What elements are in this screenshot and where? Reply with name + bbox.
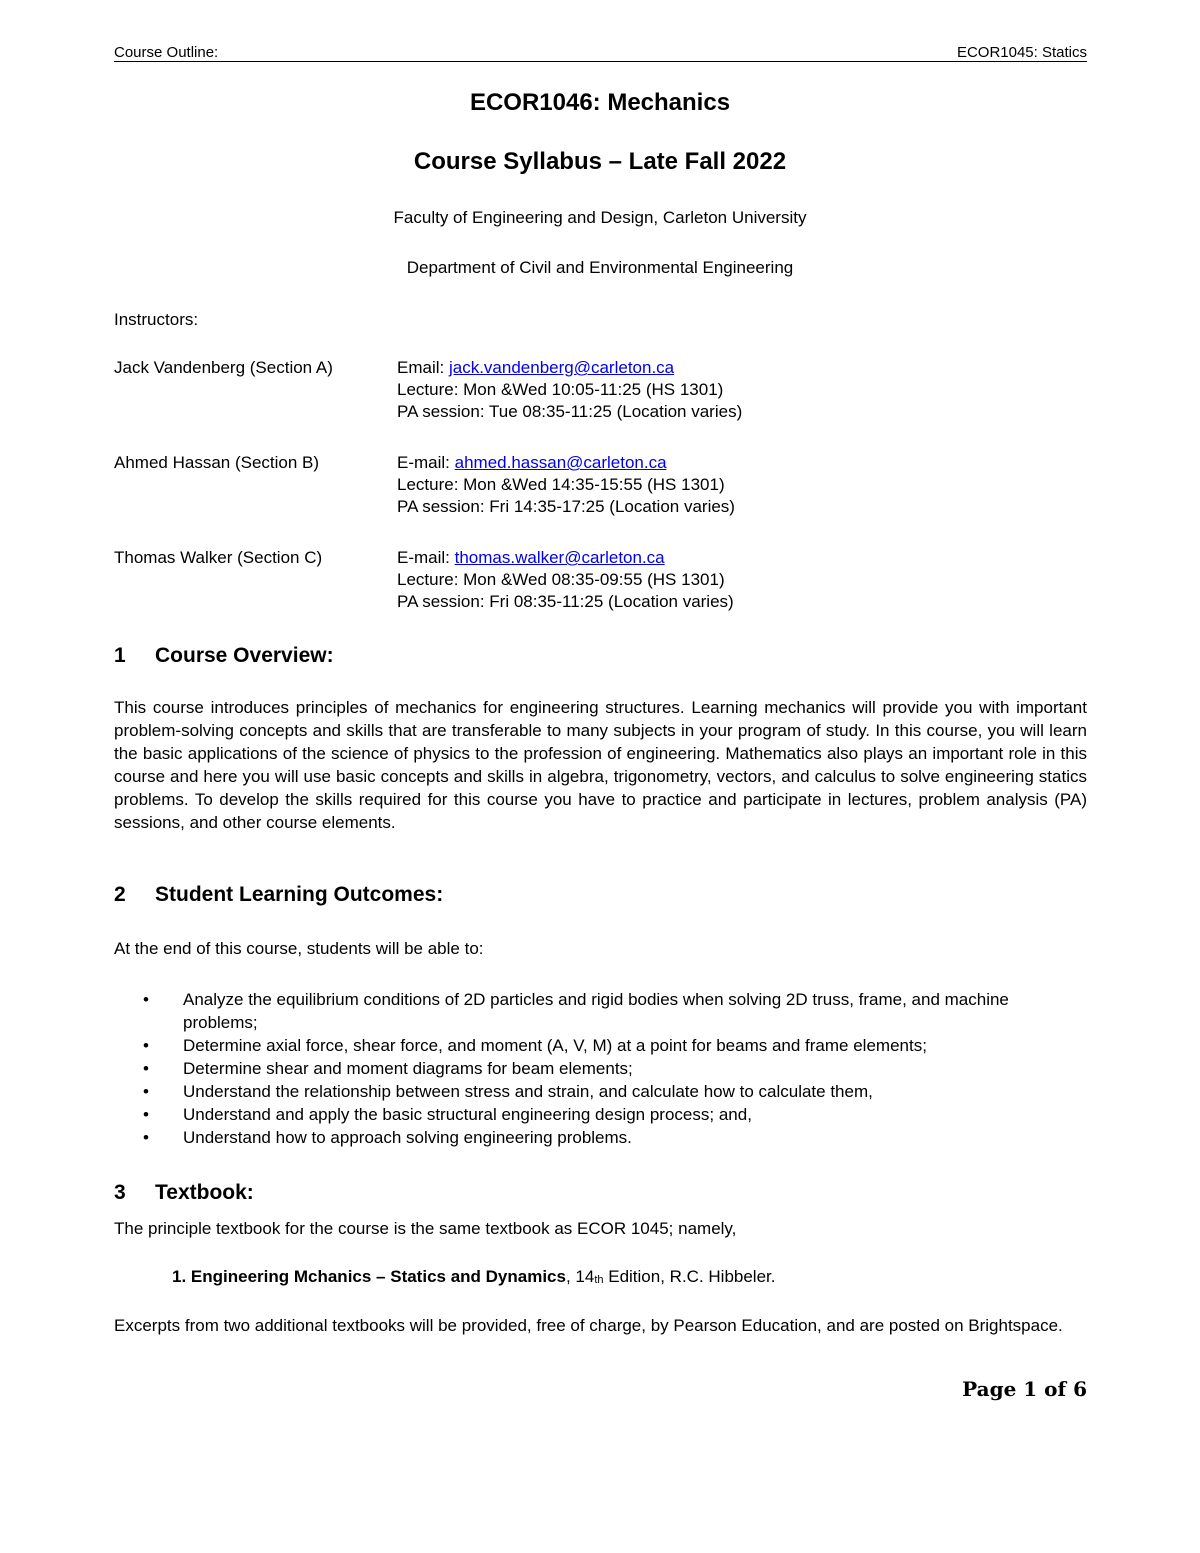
textbook-intro: The principle textbook for the course is the same textbook as ECOR 1045; namely,: [114, 1219, 737, 1238]
instructor-name: Ahmed Hassan (Section B): [114, 453, 320, 472]
textbook-edition-suffix: th: [594, 1274, 604, 1286]
outcome-text: Understand and apply the basic structural engineering design process; and,: [183, 1105, 752, 1124]
outcomes-list: [114, 988, 1087, 1149]
section-number: 1: [114, 644, 126, 667]
section-title: Course Overview:: [155, 644, 334, 667]
pa-session-line: PA session: Tue 08:35-11:25 (Location varies): [397, 402, 743, 421]
email-link[interactable]: thomas.walker@carleton.ca: [454, 548, 665, 567]
list-item: [114, 1034, 1087, 1057]
section-title: Student Learning Outcomes:: [155, 883, 444, 906]
lecture-line: Lecture: Mon &Wed 08:35-09:55 (HS 1301): [397, 570, 725, 589]
outcome-text: Determine shear and moment diagrams for beam elements;: [183, 1059, 633, 1078]
pa-session-line: PA session: Fri 14:35-17:25 (Location varies): [397, 497, 735, 516]
list-item: [114, 1103, 1087, 1126]
list-item: [114, 988, 1087, 1034]
textbook-entry: [172, 1267, 775, 1287]
textbook-edition-rest: Edition, R.C. Hibbeler.: [603, 1267, 776, 1286]
email-link[interactable]: jack.vandenberg@carleton.ca: [448, 358, 675, 377]
course-title: ECOR1046: Mechanics: [469, 89, 731, 116]
textbook-edition-number: , 14: [565, 1267, 595, 1286]
instructor-contact: [397, 452, 735, 518]
faculty-line: Faculty of Engineering and Design, Carleton University: [393, 208, 807, 227]
bullet-icon: •: [143, 1128, 149, 1147]
bullet-icon: •: [143, 1105, 149, 1124]
section-number: 3: [114, 1181, 126, 1204]
email-label: E-mail:: [397, 548, 455, 567]
section-heading-outcomes: [114, 883, 443, 907]
header-right: ECOR1045: Statics: [956, 44, 1087, 61]
section-heading-textbook: [114, 1181, 254, 1205]
course-subtitle: Course Syllabus – Late Fall 2022: [413, 148, 787, 175]
lecture-line: Lecture: Mon &Wed 10:05-11:25 (HS 1301): [397, 380, 724, 399]
lecture-line: Lecture: Mon &Wed 14:35-15:55 (HS 1301): [397, 475, 725, 494]
instructor-name: Jack Vandenberg (Section A): [114, 358, 333, 377]
section-heading-overview: [114, 644, 334, 668]
outcome-text: Determine axial force, shear force, and moment (A, V, M) at a point for beams and frame elements;: [183, 1036, 927, 1055]
email-line: [397, 547, 734, 569]
bullet-icon: •: [143, 1082, 149, 1101]
excerpts-paragraph: Excerpts from two additional textbooks will be provided, free of charge, by Pearson Education, and are posted on Brightspace.: [114, 1316, 1063, 1335]
outcome-text: Analyze the equilibrium conditions of 2D particles and rigid bodies when solving 2D truss, frame, and machine problems;: [183, 990, 1009, 1032]
instructor-name: Thomas Walker (Section C): [114, 548, 323, 567]
outcome-text: Understand the relationship between stress and strain, and calculate how to calculate them,: [183, 1082, 873, 1101]
department-line: Department of Civil and Environmental Engineering: [406, 258, 794, 277]
list-item: [114, 1126, 1087, 1149]
email-link[interactable]: ahmed.hassan@carleton.ca: [454, 453, 667, 472]
bullet-icon: •: [143, 1036, 149, 1055]
instructors-label: Instructors:: [114, 310, 199, 329]
header-rule: [114, 61, 1087, 62]
email-label: E-mail:: [397, 453, 455, 472]
textbook-title: 1. Engineering Mchanics – Statics and Dynamics: [172, 1267, 566, 1286]
bullet-icon: •: [143, 990, 149, 1009]
list-item: [114, 1057, 1087, 1080]
running-header: [114, 44, 1087, 62]
header-left: Course Outline:: [114, 44, 219, 61]
outcome-text: Understand how to approach solving engineering problems.: [183, 1128, 632, 1147]
email-label: Email:: [397, 358, 449, 377]
section-title: Textbook:: [155, 1181, 254, 1204]
email-line: [397, 452, 735, 474]
email-line: [397, 357, 742, 379]
instructor-contact: [397, 357, 742, 423]
outcomes-intro: At the end of this course, students will be able to:: [114, 939, 484, 958]
instructor-contact: [397, 547, 734, 613]
list-item: [114, 1080, 1087, 1103]
section-number: 2: [114, 883, 126, 906]
bullet-icon: •: [143, 1059, 149, 1078]
page-number: Page 1 of 6: [962, 1377, 1087, 1401]
pa-session-line: PA session: Fri 08:35-11:25 (Location varies): [397, 592, 734, 611]
overview-paragraph: This course introduces principles of mechanics for engineering structures. Learning mechanics will provide you with important problem-solving concepts and skills that are transferable to many subjects in your program of study. In this course, you will learn the basic applications of the science of physics to the profession of engineering. Mathematics also plays an important role in this course and here you will use basic concepts and skills in algebra, trigonometry, vectors, and calculus to solve engineering statics problems. To develop the skills required for this course you have to practice and participate in lectures, problem analysis (PA) sessions, and other course elements.: [114, 698, 1087, 832]
